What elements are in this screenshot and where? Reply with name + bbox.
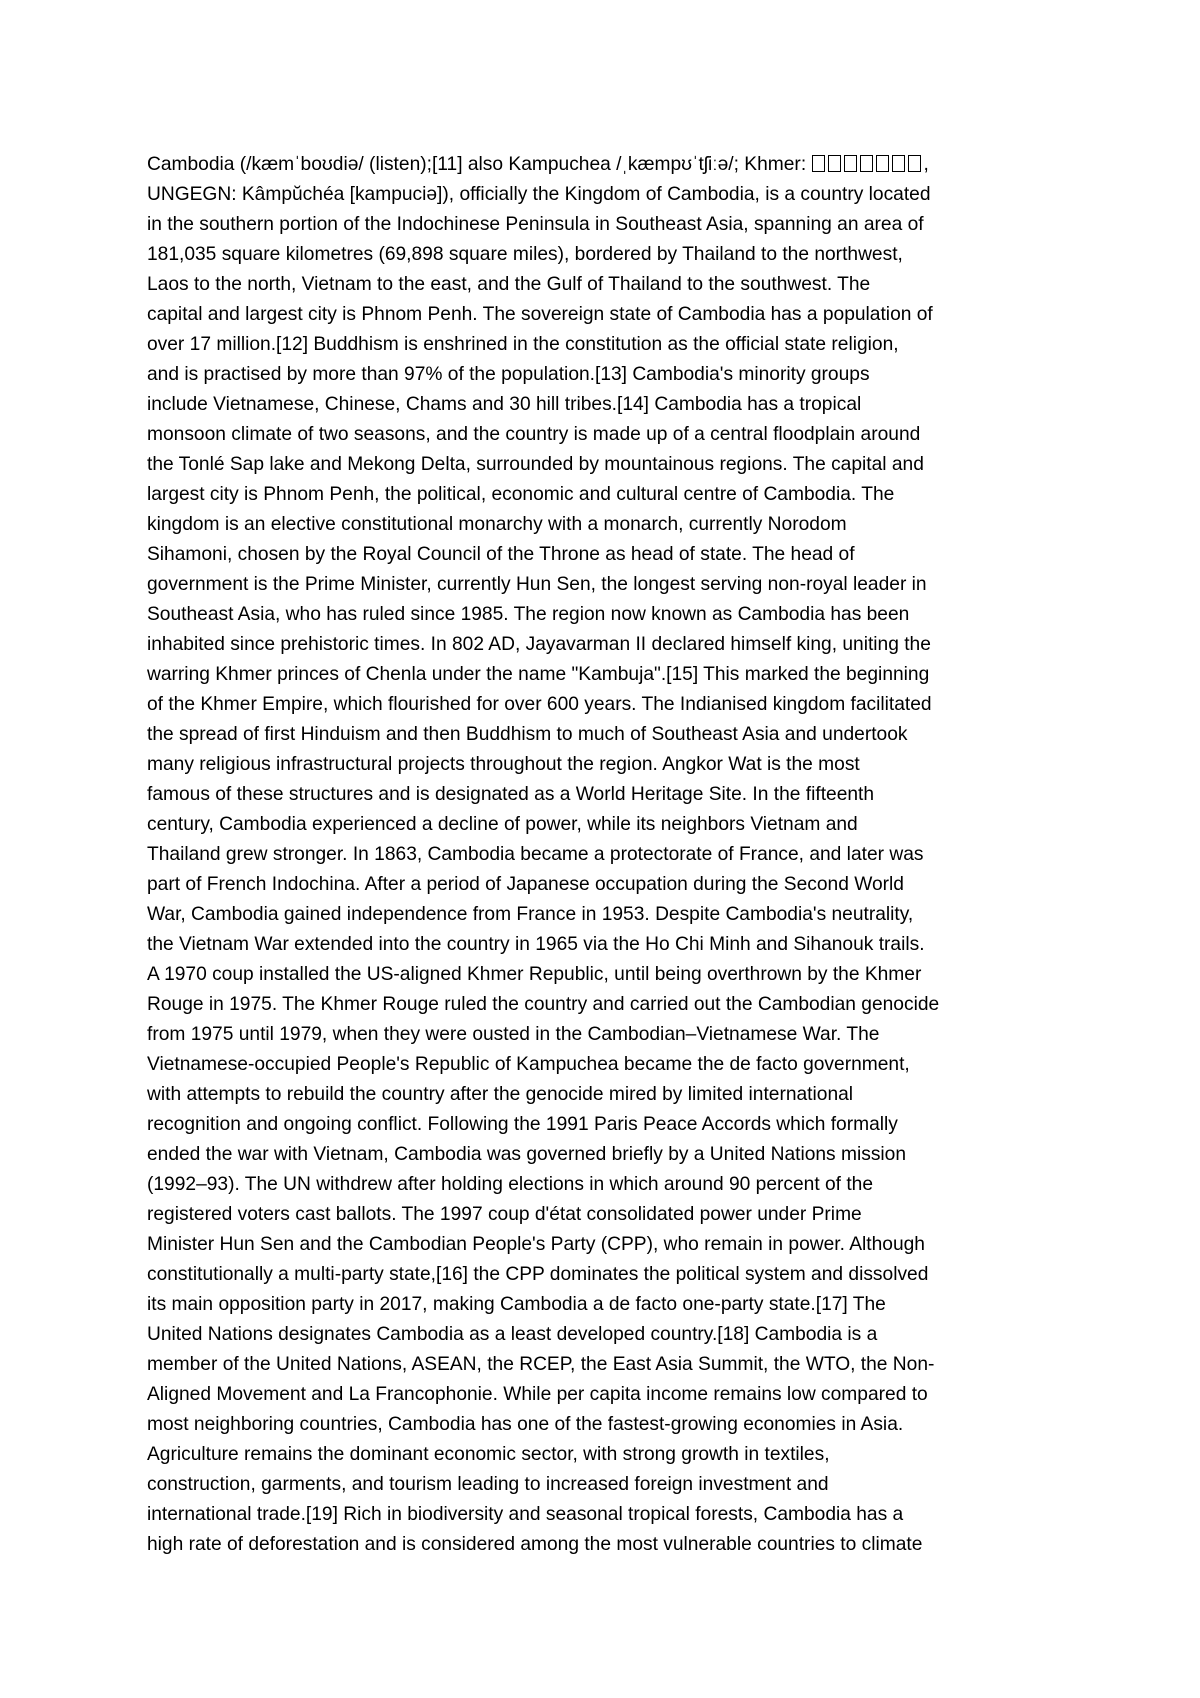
text-line-7: over 17 million.[12] Buddhism is enshrined in the constitution as the official state religion,	[147, 334, 899, 355]
text-line-5: Laos to the north, Vietnam to the east, and the Gulf of Thailand to the southwest. The	[147, 274, 871, 295]
text-line-35: (1992–93). The UN withdrew after holding elections in which around 90 percent of the	[147, 1174, 874, 1195]
article-body	[147, 150, 1062, 1560]
text-line-46: international trade.[19] Rich in biodiversity and seasonal tropical forests, Cambodia has a	[147, 1504, 904, 1525]
text-line-10: monsoon climate of two seasons, and the country is made up of a central floodplain around	[147, 424, 921, 445]
text-line-23: century, Cambodia experienced a decline of power, while its neighbors Vietnam and	[147, 814, 858, 835]
text-line-13: kingdom is an elective constitutional monarchy with a monarch, currently Norodom	[147, 514, 847, 535]
text-line-47: high rate of deforestation and is considered among the most vulnerable countries to climate	[147, 1534, 923, 1555]
text-line-9: include Vietnamese, Chinese, Chams and 30 hill tribes.[14] Cambodia has a tropical	[147, 394, 862, 415]
text-line-14: Sihamoni, chosen by the Royal Council of the Throne as head of state. The head of	[147, 544, 855, 565]
text-line-42: Aligned Movement and La Francophonie. While per capita income remains low compared to	[147, 1384, 928, 1405]
text-line-41: member of the United Nations, ASEAN, the RCEP, the East Asia Summit, the WTO, the Non-	[147, 1354, 935, 1375]
text-line-37: Minister Hun Sen and the Cambodian People's Party (CPP), who remain in power. Although	[147, 1234, 925, 1255]
khmer-missing-glyphs-icon	[812, 154, 924, 175]
text-line-19: of the Khmer Empire, which flourished for over 600 years. The Indianised kingdom facilitated	[147, 694, 932, 715]
text-line-17: inhabited since prehistoric times. In 802 AD, Jayavarman II declared himself king, uniting the	[147, 634, 931, 655]
text-line-4: 181,035 square kilometres (69,898 square miles), bordered by Thailand to the northwest,	[147, 244, 903, 265]
text-line-29: Rouge in 1975. The Khmer Rouge ruled the country and carried out the Cambodian genocide	[147, 994, 940, 1015]
text-line-38: constitutionally a multi-party state,[16] the CPP dominates the political system and dissolved	[147, 1264, 929, 1285]
text-line-36: registered voters cast ballots. The 1997 coup d'état consolidated power under Prime	[147, 1204, 862, 1225]
text-line-25: part of French Indochina. After a period of Japanese occupation during the Second World	[147, 874, 904, 895]
text-line-24: Thailand grew stronger. In 1863, Cambodia became a protectorate of France, and later was	[147, 844, 924, 865]
text-line-21: many religious infrastructural projects throughout the region. Angkor Wat is the most	[147, 754, 860, 775]
text-line-44: Agriculture remains the dominant economic sector, with strong growth in textiles,	[147, 1444, 830, 1465]
text-line-12: largest city is Phnom Penh, the political, economic and cultural centre of Cambodia. The	[147, 484, 895, 505]
text-line-22: famous of these structures and is designated as a World Heritage Site. In the fifteenth	[147, 784, 875, 805]
text-line-28: A 1970 coup installed the US-aligned Khmer Republic, until being overthrown by the Khmer	[147, 964, 922, 985]
text-line-11: the Tonlé Sap lake and Mekong Delta, surrounded by mountainous regions. The capital and	[147, 454, 924, 475]
text-line-15: government is the Prime Minister, currently Hun Sen, the longest serving non-royal leader in	[147, 574, 927, 595]
text-line-27: the Vietnam War extended into the country in 1965 via the Ho Chi Minh and Sihanouk trails.	[147, 934, 925, 955]
text-line-26: War, Cambodia gained independence from France in 1953. Despite Cambodia's neutrality,	[147, 904, 914, 925]
text-line-16: Southeast Asia, who has ruled since 1985. The region now known as Cambodia has been	[147, 604, 910, 625]
text-line-45: construction, garments, and tourism leading to increased foreign investment and	[147, 1474, 829, 1495]
text-line-40: United Nations designates Cambodia as a least developed country.[18] Cambodia is a	[147, 1324, 878, 1345]
text-line-3: in the southern portion of the Indochinese Peninsula in Southeast Asia, spanning an area of	[147, 214, 924, 235]
text-line-2: UNGEGN: Kâmpŭchéa [kampuciə]), officially the Kingdom of Cambodia, is a country located	[147, 184, 931, 205]
text-line-30: from 1975 until 1979, when they were ousted in the Cambodian–Vietnamese War. The	[147, 1024, 880, 1045]
text-line-32: with attempts to rebuild the country after the genocide mired by limited international	[147, 1084, 854, 1105]
text-line-8: and is practised by more than 97% of the population.[13] Cambodia's minority groups	[147, 364, 870, 385]
text-line-39: its main opposition party in 2017, making Cambodia a de facto one-party state.[17] The	[147, 1294, 886, 1315]
text-line-6: capital and largest city is Phnom Penh. The sovereign state of Cambodia has a population of	[147, 304, 933, 325]
text-line-1: Cambodia (/kæmˈboʊdiə/ (listen);[11] also Kampuchea /ˌkæmpʊˈtʃiːə/; Khmer: ,	[147, 154, 929, 175]
text-line-33: recognition and ongoing conflict. Following the 1991 Paris Peace Accords which formally	[147, 1114, 898, 1135]
text-line-20: the spread of first Hinduism and then Buddhism to much of Southeast Asia and undertook	[147, 724, 908, 745]
text-line-34: ended the war with Vietnam, Cambodia was governed briefly by a United Nations mission	[147, 1144, 907, 1165]
text-line-43: most neighboring countries, Cambodia has one of the fastest-growing economies in Asia.	[147, 1414, 904, 1435]
text-line-18: warring Khmer princes of Chenla under the name "Kambuja".[15] This marked the beginning	[147, 664, 930, 685]
text-line-31: Vietnamese-occupied People's Republic of Kampuchea became the de facto government,	[147, 1054, 910, 1075]
